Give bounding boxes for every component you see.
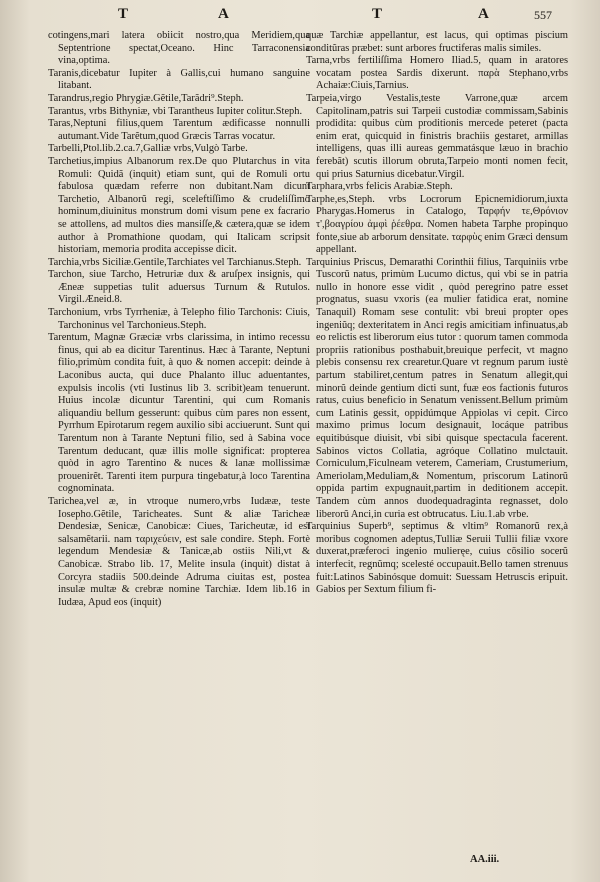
header-letter-right-1: T [372, 6, 383, 22]
entry: quæ Tarchiæ appellantur, est lacus, qui optimas piscium conditũras præbet: sunt arbores fructiferas malis similes. [306, 30, 568, 54]
left-column [48, 30, 310, 609]
entry: Tarichea,vel æ, in vtroque numero,vrbs Iudææ, teste Iosepho.Gẽtile, Taricheates. Sunt & aliæ Taricheæ Dendesiæ, Senicæ, Canobicæ: Ciues, Taricheutæ, id est salsamẽtarii. nam ταριχεύειν, est sale condire. Steph. Fortè legendum Mendesiæ & Tanicæ,ab ostiis Nili,vt & Canobicæ. Strabo lib. 17, Melite insula (inquit) distat à Corcyra stadiis 500.deinde Adruma ciuitas est, postea insulæ multæ & crebræ nomine Tarchiæ. Idem lib.16 in Iudæa, Apud eos (inquit) [48, 495, 310, 608]
header-letter-left-1: T [118, 6, 129, 22]
entry: Tarchonium, vrbs Tyrrheniæ, à Telepho filio Tarchonis: Ciuis, Tarchoninus vel Tarchonieus.Steph. [48, 307, 310, 331]
entry: Tarquinius Superb⁹, septimus & vltim⁹ Romanorũ rex,à moribus cognomen adeptus,Tulliæ Seruii Tullii filiæ vxore duxerat,præferoci ingenio mulieręe, cuius cõsilio socerũ interfecit, regnũmq; scelesté occupauit.Bello tamen strenuus fuit:Latinos Sabinósque domuit: Suessam Hetruscis eripuit. Gabios per Sextum filium fi- [306, 521, 568, 596]
entry: Tarquinius Priscus, Demarathi Corinthii filius, Tarquiniis vrbe Tuscorũ natus, primùm Lucumo dictus, qui vbi se in patria nullo in honore esse vidit , quòd peregrino patre esset prognatus, suasu vxoris (ea mulier fatidica erat, nomine Tanaquil) Romam sese contulit: vbi breui propter opes ingeniũq; dexteritatem in Anci regis amicitiam infinuatus,ab eo relictis est liberorum eius tutor : quorum tamen commoda propriis rationibus posthabuit,breuique perfecit, vt magno plebis consensu rex crearetur.Quare vt regnum parum iustè partum stabiliret,centum patres in Senatum allegit,qui minorũ deinde gentium dicti sunt, fuæ eos factionis futuros ratus, cuius beneficio in Senatum venissent.Bellum primùm cum Latinis gessit, oppidúmque Appiolas vi cepit. Circo maximo primus locum designauit, locáque patribus equitibúsque diuisit, vbi sibi quisque spectacula facerent. Sabinos victos Collatia, agróque Collatino mulctauit. Corniculum,Ficulneam veterem, Cameriam, Crustumerium, Ameriolam,Meduliam,& Nomentum, priscorum Latinorũ oppida partim expugnauit,partim in deditionem accepit. Tandem cùm annos duodequadraginta regnasset, dolo liberorũ Anci,in curia est obtrucatus. Liu.1.ab vrbe. [306, 256, 568, 520]
entry: cotingens,mari latera obiicit nostro,qua Meridiem,qua Septentrione spectat,Oceano. Hinc Tarraconensia vina,optima. [48, 30, 310, 67]
entry: Tarentum, Magnæ Græciæ vrbs clarissima, in intimo recessu finus, qui ab ea dicitur Tarentinus. Hæc à Tarante, Neptuni filio,primùm condita fuit, à quo & nomen accepit: deinde à Laconibus aucta, qui duce Phalanto illuc aduentantes, expulsis incolis (vti Iustinus lib 3. scribit)eam tenuerunt. Huius incolæ dicuntur Tarentini, qui cum Romanis aliquandiu bellum gesserunt: quibus cùm pares non essent, Pyrrhum Epirotarum regem auxilio sibi acciuerunt. Sunt qui Tarentum non à Tarante Neptuni filio, sed à Sabina voce Tarentum deducant, quæ illis molle significat: propterea quòd in agro Tarentino & nuces & lanæ mollissimæ prouenirẽt. Tarenti item purpura tingebatur,à loco Tarentina cognominata. [48, 332, 310, 495]
entry: Tarna,vrbs fertiliſſima Homero Iliad.5, quam in aratores vocatam postea Sardis dixerunt. παρὰ Stephano,vrbs Achaiæ:Ciuis,Tarnius. [306, 55, 568, 92]
page-number: 557 [534, 8, 552, 22]
header-letter-left-2: A [218, 6, 229, 22]
entry: Tarchia,vrbs Siciliæ.Gentile,Tarchiates vel Tarchianus.Steph. [48, 256, 302, 268]
running-header [0, 6, 600, 26]
entry: Tarchetius,impius Albanorum rex.De quo Plutarchus in vita Romuli: Quidã (inquit) etiam sunt, qui de Romuli ortu fabulosa quædam referre non dubitant.Nam dicunt Tarchetio, Albanorũ regi, sceleftiſſimo & crudeliſſimo hominum,diuinitus monstrum domi visum pene ex facrario se attollens, ad multos dies mansiſſe,& cætera,quæ se idem author à Promathione quodam, qui Italicam scripsit historiam, memoria prodita accepisse dicit. [48, 155, 310, 256]
entry: Tarbelli,Ptol.lib.2.ca.7,Galliæ vrbs,Vulgò Tarbe. [48, 143, 248, 155]
entry: Tarphara,vrbs felicis Arabiæ.Steph. [306, 181, 453, 193]
right-column [306, 30, 568, 597]
header-letter-right-2: A [478, 6, 489, 22]
entry: Tarphe,es,Steph. vrbs Locrorum Epicnemidiorum,iuxta Pharygas.Homerus in Catalogo, Ταρφήν τε,Θρόνιον τ',βοαγρίου ἀμφὶ ῥέεθρα. Nomen habeta Tarphe propinquo fonte,siue ab arborum densitate. ταρφὺς enim Græci densum appellant. [306, 193, 568, 256]
entry: Tarandrus,regio Phrygiæ.Gẽtile,Tarãdri⁹.Steph. [48, 92, 244, 104]
catchword: AA.iii. [470, 854, 500, 865]
entry: Tarchon, siue Tarcho, Hetruriæ dux & aruſpex insignis, qui Æneæ suppetias tulit aduersus Turnum & Rutulos. Virgil.Æneid.8. [48, 269, 310, 306]
entry: Tarpeia,virgo Vestalis,teste Varrone,quæ arcem Capitolinam,patris sui Tarpeii custodiæ commissam,Sabinis prodidita: quibus cùm proditionis mercede peteret (pacta enim erat, quicquid in finistris brachiis gestaret, armillas intelligens, quas illi aureas gemmatásque læuo in brachio ferebãt) scutis illorum obruta,Tarpeio monti nomen fecit, qui prius Saturnius dicebatur.Virgil. [306, 92, 568, 180]
entry: Taranis,dicebatur Iupiter à Gallis,cui humano sanguine litabant. [48, 67, 310, 92]
entry: Taras,Neptuni filius,quem Tarentum ædificasse nonnulli autumant.Vide Tarẽtum,quod Græcis Tarras vocatur. [48, 118, 310, 142]
entry: Tarantus, vrbs Bithyniæ, vbi Tarantheus Iupiter colitur.Steph. [48, 105, 303, 117]
